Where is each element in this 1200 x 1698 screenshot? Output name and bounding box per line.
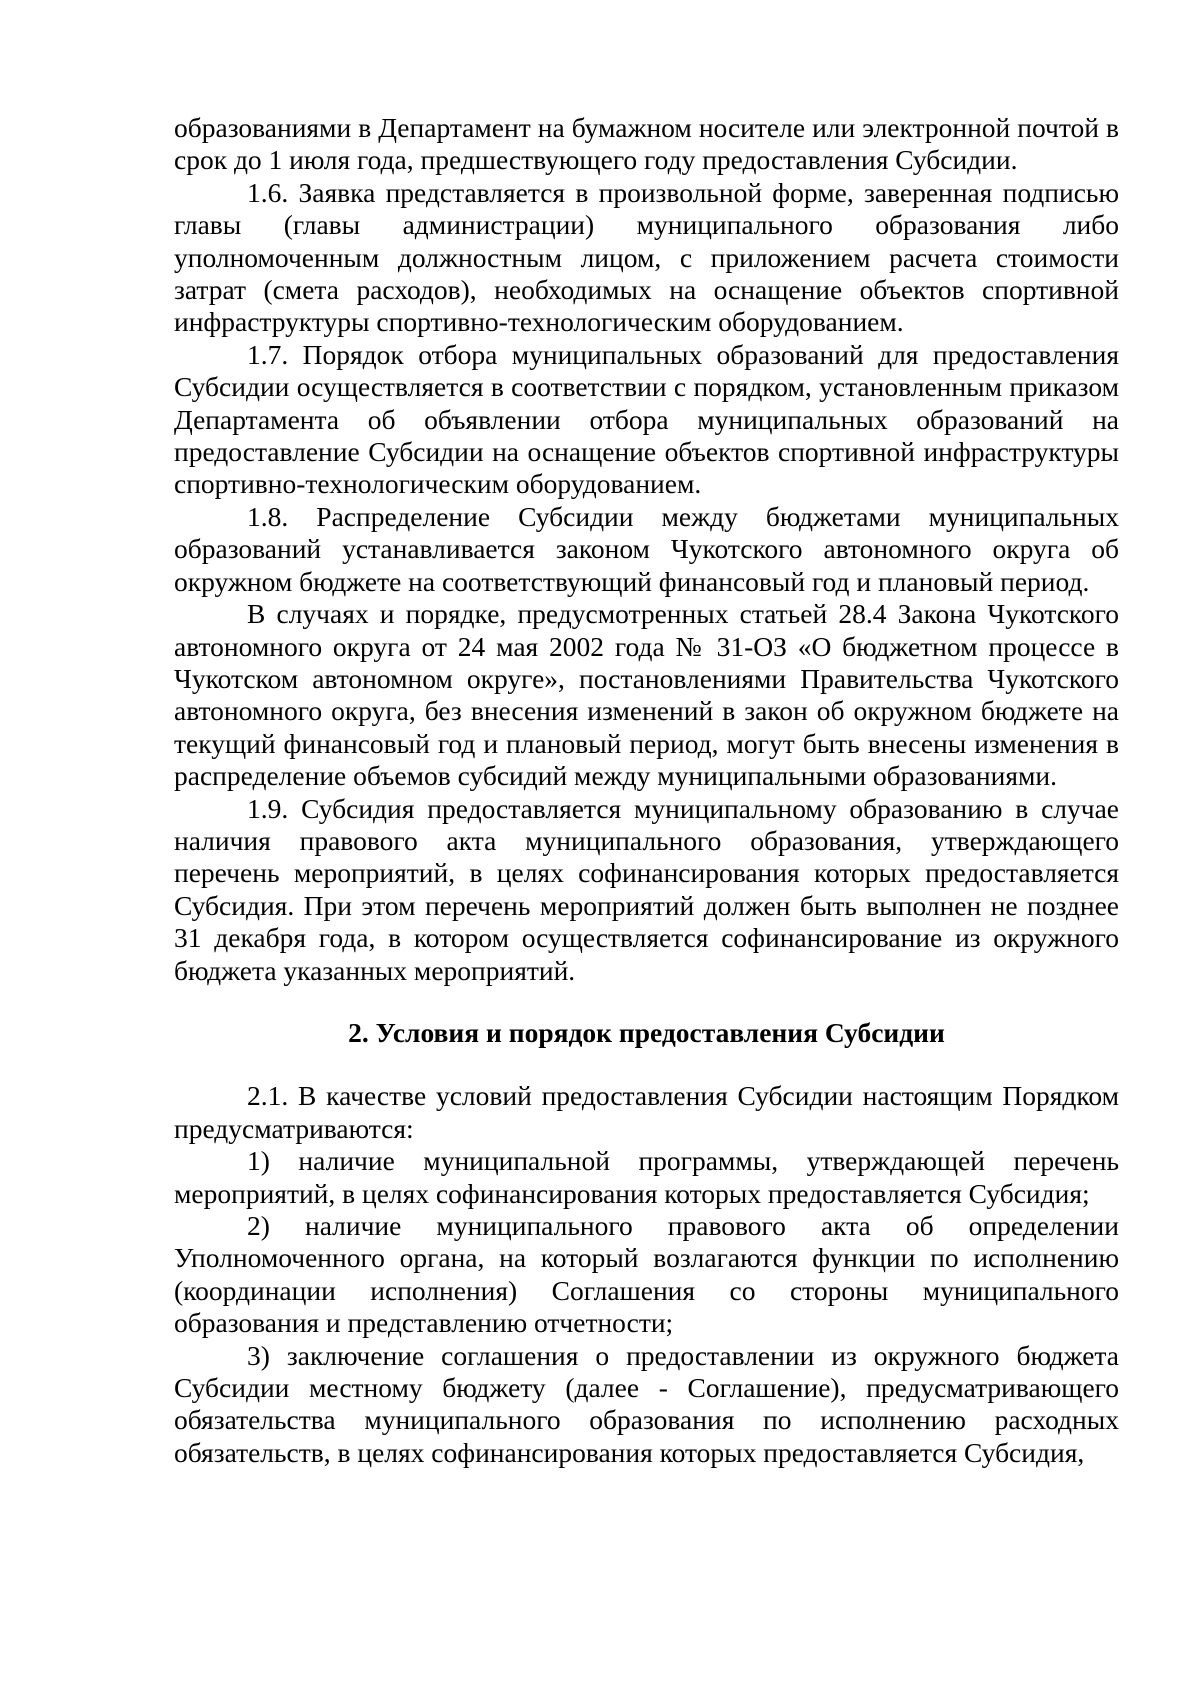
paragraph-continuation: образованиями в Департамент на бумажном носителе или электронной почтой в срок до 1 июля года, предшествующего году предоставления Субсидии. <box>174 112 1119 176</box>
paragraph-1-8-cases: В случаях и порядке, предусмотренных статьей 28.4 Закона Чукотского автономного округа от 24 мая 2002 года № 31-ОЗ «О бюджетном процессе в Чукотском автономном округе», постановлениями Правительства Чукотского автономного округа, без внесения изменений в закон об окружном бюджете на текущий финансовый год и плановый период, могут быть внесены изменения в распределение объемов субсидий между муниципальными образованиями. <box>174 598 1119 792</box>
paragraph-1-9: 1.9. Субсидия предоставляется муниципальному образованию в случае наличия правового акта муниципального образования, утверждающего перечень мероприятий, в целях софинансирования которых предоставляется Субсидия. При этом перечень мероприятий должен быть выполнен не позднее 31 декабря года, в котором осуществляется софинансирование из окружного бюджета указанных мероприятий. <box>174 792 1119 986</box>
paragraph-1-8: 1.8. Распределение Субсидии между бюджетами муниципальных образований устанавливается законом Чукотского автономного округа об окружном бюджете на соответствующий финансовый год и плановый период. <box>174 500 1119 597</box>
paragraph-1-7: 1.7. Порядок отбора муниципальных образований для предоставления Субсидии осуществляется в соответствии с порядком, установленным приказом Департамента об объявлении отбора муниципальных образований на предоставление Субсидии на оснащение объектов спортивной инфраструктуры спортивно-технологическим оборудованием. <box>174 338 1119 500</box>
document-page <box>174 112 1119 1469</box>
paragraph-2-1: 2.1. В качестве условий предоставления Субсидии настоящим Порядком предусматриваются: <box>174 1080 1119 1144</box>
list-item-2: 2) наличие муниципального правового акта об определении Уполномоченного органа, на который возлагаются функции по исполнению (координации исполнения) Соглашения со стороны муниципального образования и представлению отчетности; <box>174 1210 1119 1339</box>
list-item-3: 3) заключение соглашения о предоставлении из окружного бюджета Субсидии местному бюджету (далее - Соглашение), предусматривающего обязательства муниципального образования по исполнению расходных обязательств, в целях софинансирования которых предоставляется Субсидия, <box>174 1339 1119 1468</box>
list-item-1: 1) наличие муниципальной программы, утверждающей перечень мероприятий, в целях софинансирования которых предоставляется Субсидия; <box>174 1145 1119 1209</box>
section-heading: 2. Условия и порядок предоставления Субсидии <box>348 1016 945 1048</box>
paragraph-1-6: 1.6. Заявка представляется в произвольной форме, заверенная подписью главы (главы администрации) муниципального образования либо уполномоченным должностным лицом, с приложением расчета стоимости затрат (смета расходов), необходимых на оснащение объектов спортивной инфраструктуры спортивно-технологическим оборудованием. <box>174 176 1119 338</box>
